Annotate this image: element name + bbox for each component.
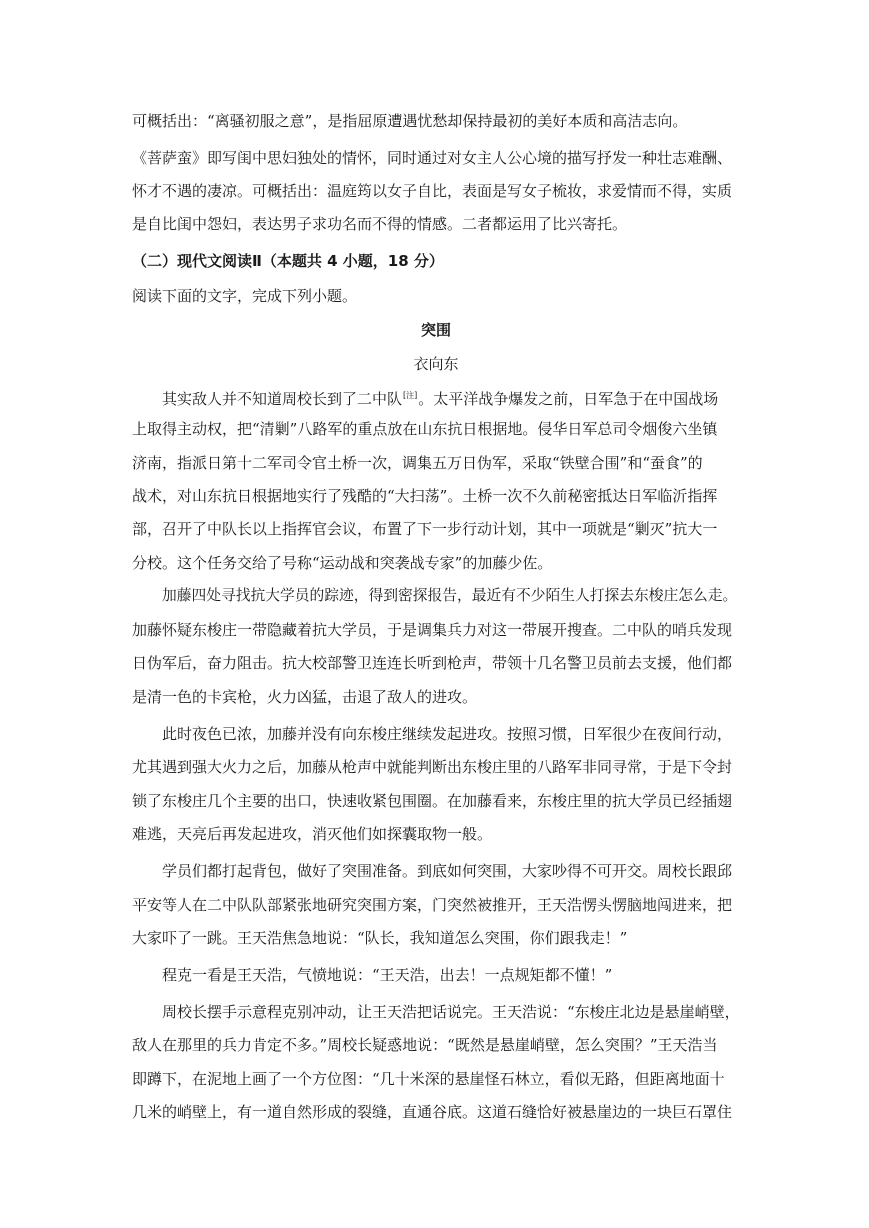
paragraph-1-text-b: 。太平洋战争爆发之前，日军急于在中国战场: [418, 390, 719, 408]
paragraph-4-line-1: 学员们都打起背包，做好了突围准备。到底如何突围，大家吵得不可开交。周校长跟邱: [162, 862, 733, 880]
article-title: 突围: [420, 321, 451, 339]
paragraph-3-line-1: 此时夜色已浓，加藤并没有向东梭庄继续发起进攻。按照习惯，日军很少在夜间行动，: [162, 725, 733, 743]
paragraph-2-line-3: 日伪军后，奋力阻击。抗大校部警卫连连长听到枪声，带领十几名警卫员前去支援，他们都: [132, 654, 733, 672]
paragraph-2-line-1: 加藤四处寻找抗大学员的踪迹，得到密探报告，最近有不少陌生人打探去东梭庄怎么走。: [162, 587, 738, 604]
prev-answer-line-4: 是自比闺中怨妇，表达男子求功名而不得的情感。二者都运用了比兴寄托。: [132, 215, 628, 233]
paragraph-5-line-1: 程克一看是王天浩，气愤地说：“王天浩，出去！一点规矩都不懂！”: [162, 966, 613, 984]
paragraph-4-line-3: 大家吓了一跳。王天浩焦急地说：“队长，我知道怎么突围，你们跟我走！”: [132, 929, 628, 947]
paragraph-3-line-3: 锁了东梭庄几个主要的出口，快速收紧包围圈。在加藤看来，东梭庄里的抗大学员已经插翅: [132, 792, 733, 810]
prev-answer-line-1: 可概括出：“离骚初服之意”，是指屈原遭遇忧愁却保持最初的美好本质和高洁志向。: [132, 112, 688, 130]
paragraph-1-line-2: 上取得主动权，把“清剿”八路军的重点放在山东抗日根据地。侵华日军总司令烟俊六坐镇: [132, 420, 718, 438]
paragraph-4-line-2: 平安等人在二中队队部紧张地研究突围方案，门突然被推开，王天浩愣头愣脑地闯进来，把: [132, 896, 733, 914]
paragraph-2-line-2: 加藤怀疑东梭庄一带隐藏着抗大学员，于是调集兵力对这一带展开搜查。二中队的哨兵发现: [132, 621, 733, 639]
footnote-marker: [注]: [403, 391, 418, 400]
paragraph-3-line-2: 尤其遇到强大火力之后，加藤从枪声中就能判断出东梭庄里的八路军非同寻常，于是下令封: [132, 758, 733, 776]
paragraph-1-text-a: 其实敌人并不知道周校长到了二中队: [162, 390, 403, 408]
paragraph-1-line-1: [132, 386, 740, 409]
article-author: 衣向东: [413, 355, 459, 373]
paragraph-1-line-6: 分校。这个任务交给了号称“运动战和突袭战专家”的加藤少佐。: [132, 554, 553, 572]
section-heading: （二）现代文阅读Ⅱ（本题共 4 小题，18 分）: [132, 252, 444, 270]
paragraph-1-line-3: 济南，指派日第十二军司令官土桥一次，调集五万日伪军，采取“铁壁合围”和“蚕食”的: [132, 454, 703, 472]
prev-answer-line-3: 怀才不遇的凄凉。可概括出：温庭筠以女子自比，表面是写女子梳妆，求爱情而不得，实质: [132, 182, 733, 200]
prev-answer-line-2: 《菩萨蛮》即写闺中思妇独处的情怀，同时通过对女主人公心境的描写抒发一种壮志难酬、: [132, 149, 733, 167]
paragraph-3-line-4: 难逃，天亮后再发起进攻，消灭他们如探囊取物一般。: [132, 825, 493, 843]
paragraph-6-line-4: 几米的峭壁上，有一道自然形成的裂缝，直通谷底。这道石缝恰好被悬崖边的一块巨石罩住: [132, 1103, 733, 1121]
paragraph-6-line-2: 敌人在那里的兵力肯定不多。”周校长疑惑地说：“既然是悬崖峭壁，怎么突围？”王天浩当: [132, 1036, 718, 1054]
paragraph-1-line-4: 战术，对山东抗日根据地实行了残酷的“大扫荡”。土桥一次不久前秘密抵达日军临沂指挥: [132, 487, 718, 505]
paragraph-6-line-1: 周校长摆手示意程克别冲动，让王天浩把话说完。王天浩说：“东梭庄北边是悬崖峭壁，: [162, 1003, 740, 1021]
section-instruction: 阅读下面的文字，完成下列小题。: [132, 287, 358, 305]
paragraph-6-line-3: 即蹲下，在泥地上画了一个方位图：“几十米深的悬崖怪石林立，看似无路，但距离地面十: [132, 1070, 725, 1088]
paragraph-2-line-4: 是清一色的卡宾枪，火力凶猛，击退了敌人的进攻。: [132, 688, 478, 706]
paragraph-1-line-5: 部，召开了中队长以上指挥官会议，布置了下一步行动计划，其中一项就是“剿灭”抗大一: [132, 520, 718, 538]
